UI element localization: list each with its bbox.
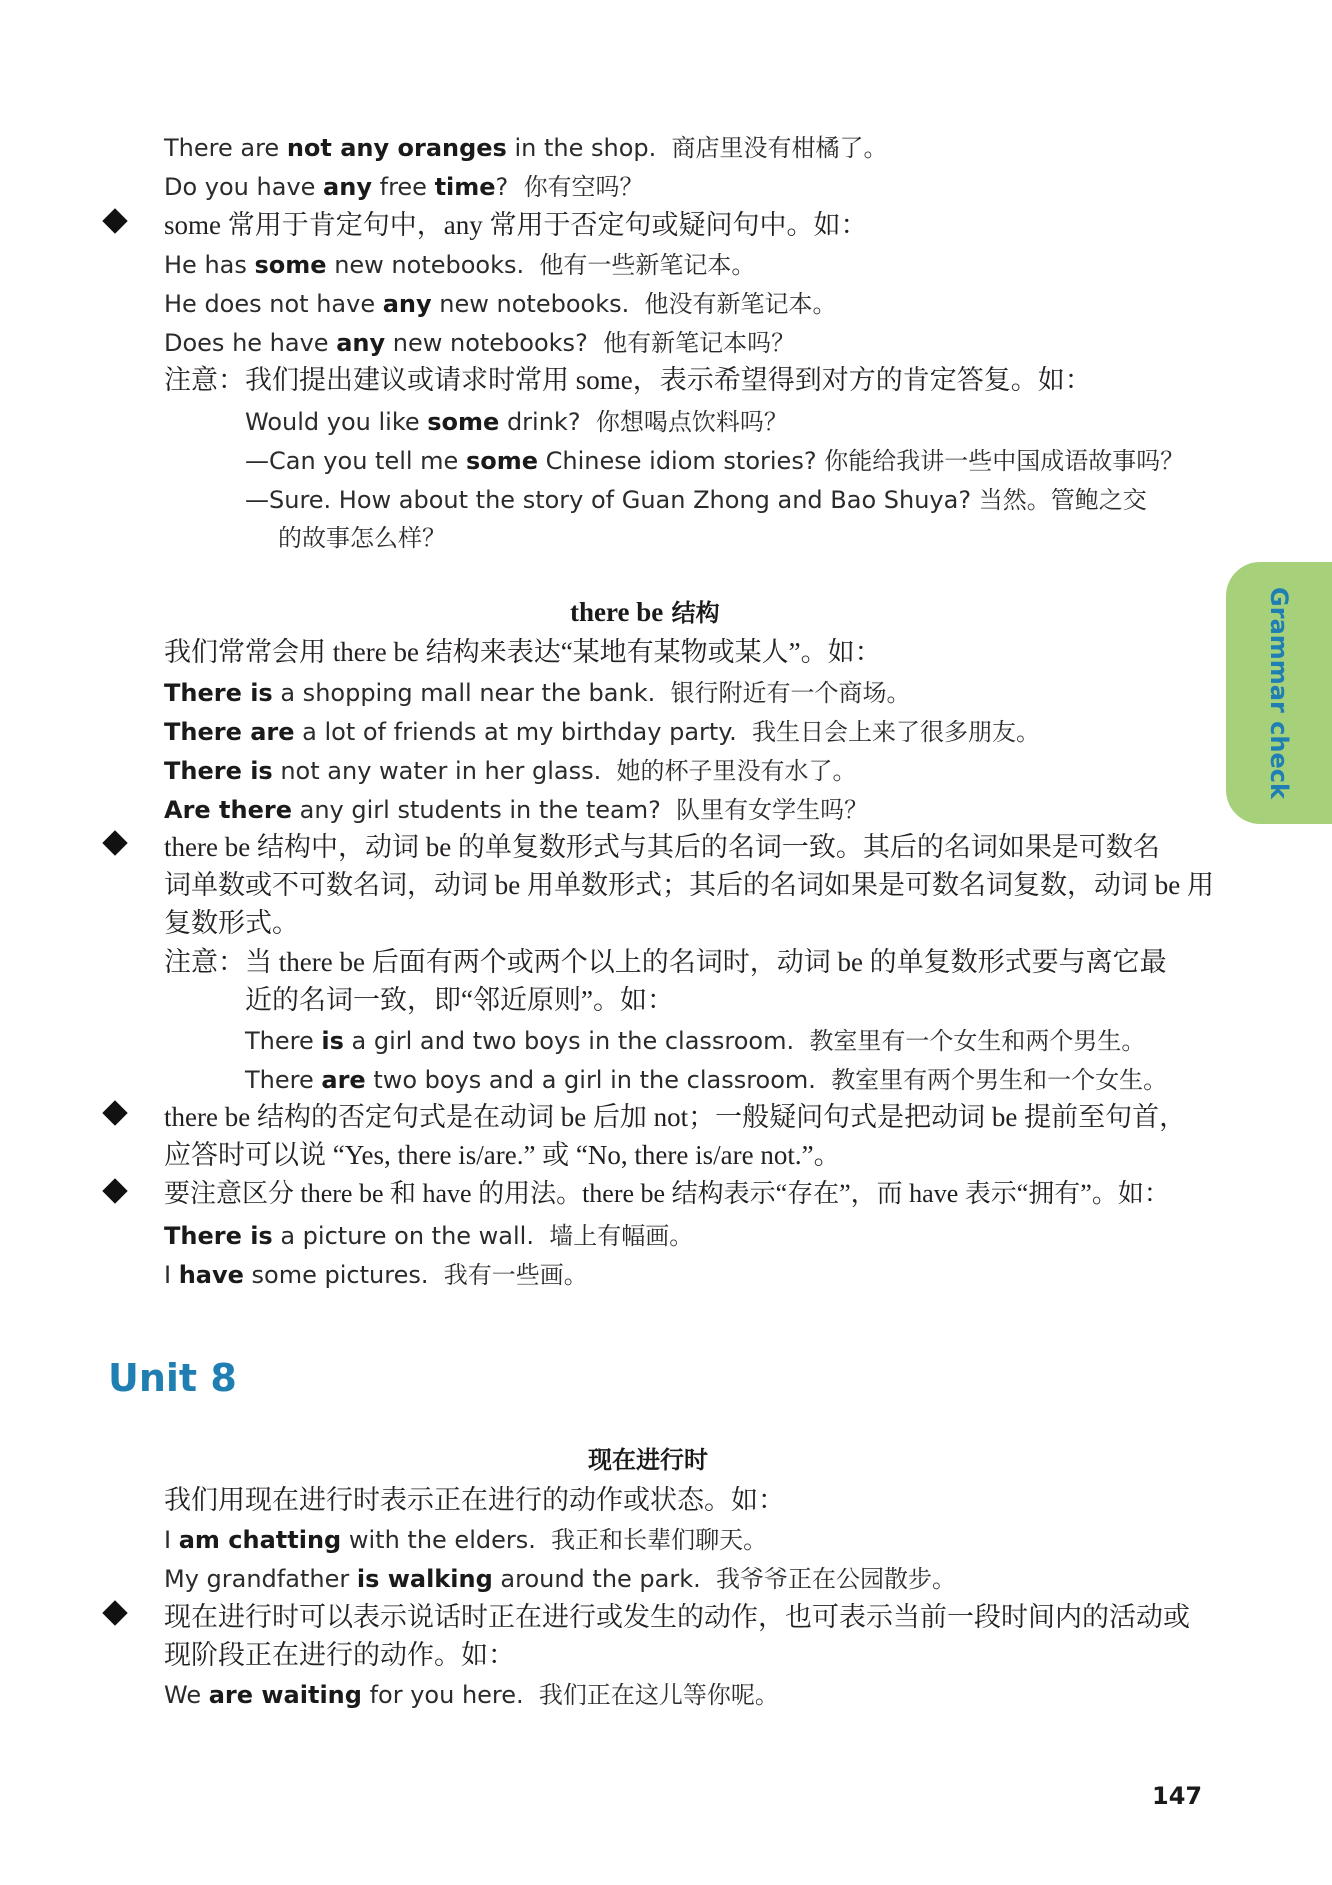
bullet-diamond-icon [102,208,127,233]
example-sentence: Do you have any free time? 你有空吗？ [164,173,644,201]
example-sentence: There is a picture on the wall. 墙上有幅画。 [164,1222,694,1250]
grammar-note: 注意：当 there be 后面有两个或两个以上的名词时，动词 be 的单复数形式要与离它最 [164,947,1167,977]
tab-label: Grammar check [1265,587,1293,799]
grammar-rule: there be 结构的否定句式是在动词 be 后加 not；一般疑问句式是把动词 be 提前至句首， [164,1102,1187,1132]
example-sentence: Are there any girl students in the team? 队里有女学生吗？ [164,796,869,824]
section-intro: 我们常常会用 there be 结构来表达“某地有某物或某人”。如： [164,637,882,667]
example-sentence: Does he have any new notebooks? 他有新笔记本吗？ [164,329,796,357]
example-sentence: —Can you tell me some Chinese idiom stories? 你能给我讲一些中国成语故事吗？ [245,447,1185,475]
example-sentence: I have some pictures. 我有一些画。 [164,1261,588,1289]
example-sentence: There is a shopping mall near the bank. 银行附近有一个商场。 [164,679,911,707]
example-sentence: There are not any oranges in the shop. 商店里没有柑橘了。 [164,134,888,162]
grammar-note: 注意：我们提出建议或请求时常用 some，表示希望得到对方的肯定答复。如： [164,365,1092,395]
section-heading: there be 结构 [570,597,720,627]
bullet-diamond-icon [102,1178,127,1203]
grammar-rule: 现阶段正在进行的动作。如： [164,1640,515,1670]
grammar-rule: there be 结构中，动词 be 的单复数形式与其后的名词一致。其后的名词如果是可数名 [164,832,1160,862]
grammar-rule: 词单数或不可数名词，动词 be 用单数形式；其后的名词如果是可数名词复数，动词 be 用 [164,870,1214,900]
grammar-rule: 复数形式。 [164,908,299,938]
example-sentence: He has some new notebooks. 他有一些新笔记本。 [164,251,756,279]
grammar-rule: some 常用于肯定句中，any 常用于否定句或疑问句中。如： [164,210,868,240]
bullet-diamond-icon [102,1600,127,1625]
example-sentence: My grandfather is walking around the park. 我爷爷正在公园散步。 [164,1565,957,1593]
example-sentence: There are two boys and a girl in the classroom. 教室里有两个男生和一个女生。 [245,1066,1168,1094]
example-sentence: 的故事怎么样？ [278,524,446,552]
grammar-rule: 现在进行时可以表示说话时正在进行或发生的动作，也可表示当前一段时间内的活动或 [164,1602,1190,1632]
section-intro: 我们用现在进行时表示正在进行的动作或状态。如： [164,1485,785,1515]
bullet-diamond-icon [102,830,127,855]
example-sentence: There is a girl and two boys in the classroom. 教室里有一个女生和两个男生。 [245,1027,1146,1055]
example-sentence: We are waiting for you here. 我们正在这儿等你呢。 [164,1681,779,1709]
example-sentence: —Sure. How about the story of Guan Zhong and Bao Shuya? 当然。管鲍之交 [245,486,1147,514]
section-heading: 现在进行时 [588,1446,708,1474]
example-sentence: He does not have any new notebooks. 他没有新笔记本。 [164,290,837,318]
example-sentence: There is not any water in her glass. 她的杯子里没有水了。 [164,757,857,785]
example-sentence: I am chatting with the elders. 我正和长辈们聊天。 [164,1526,768,1554]
page-number: 147 [1152,1782,1203,1810]
grammar-rule: 要注意区分 there be 和 have 的用法。there be 结构表示“存在”，而 have 表示“拥有”。如： [164,1179,1170,1208]
example-sentence: Would you like some drink? 你想喝点饮料吗？ [245,408,788,436]
bullet-diamond-icon [102,1100,127,1125]
grammar-check-tab [1226,562,1332,824]
grammar-rule: 应答时可以说 “Yes, there is/are.” 或 “No, there is/are not.”。 [164,1140,841,1170]
unit-heading: Unit 8 [108,1356,237,1400]
grammar-note: 近的名词一致，即“邻近原则”。如： [245,985,674,1015]
example-sentence: There are a lot of friends at my birthday party. 我生日会上来了很多朋友。 [164,718,1040,746]
